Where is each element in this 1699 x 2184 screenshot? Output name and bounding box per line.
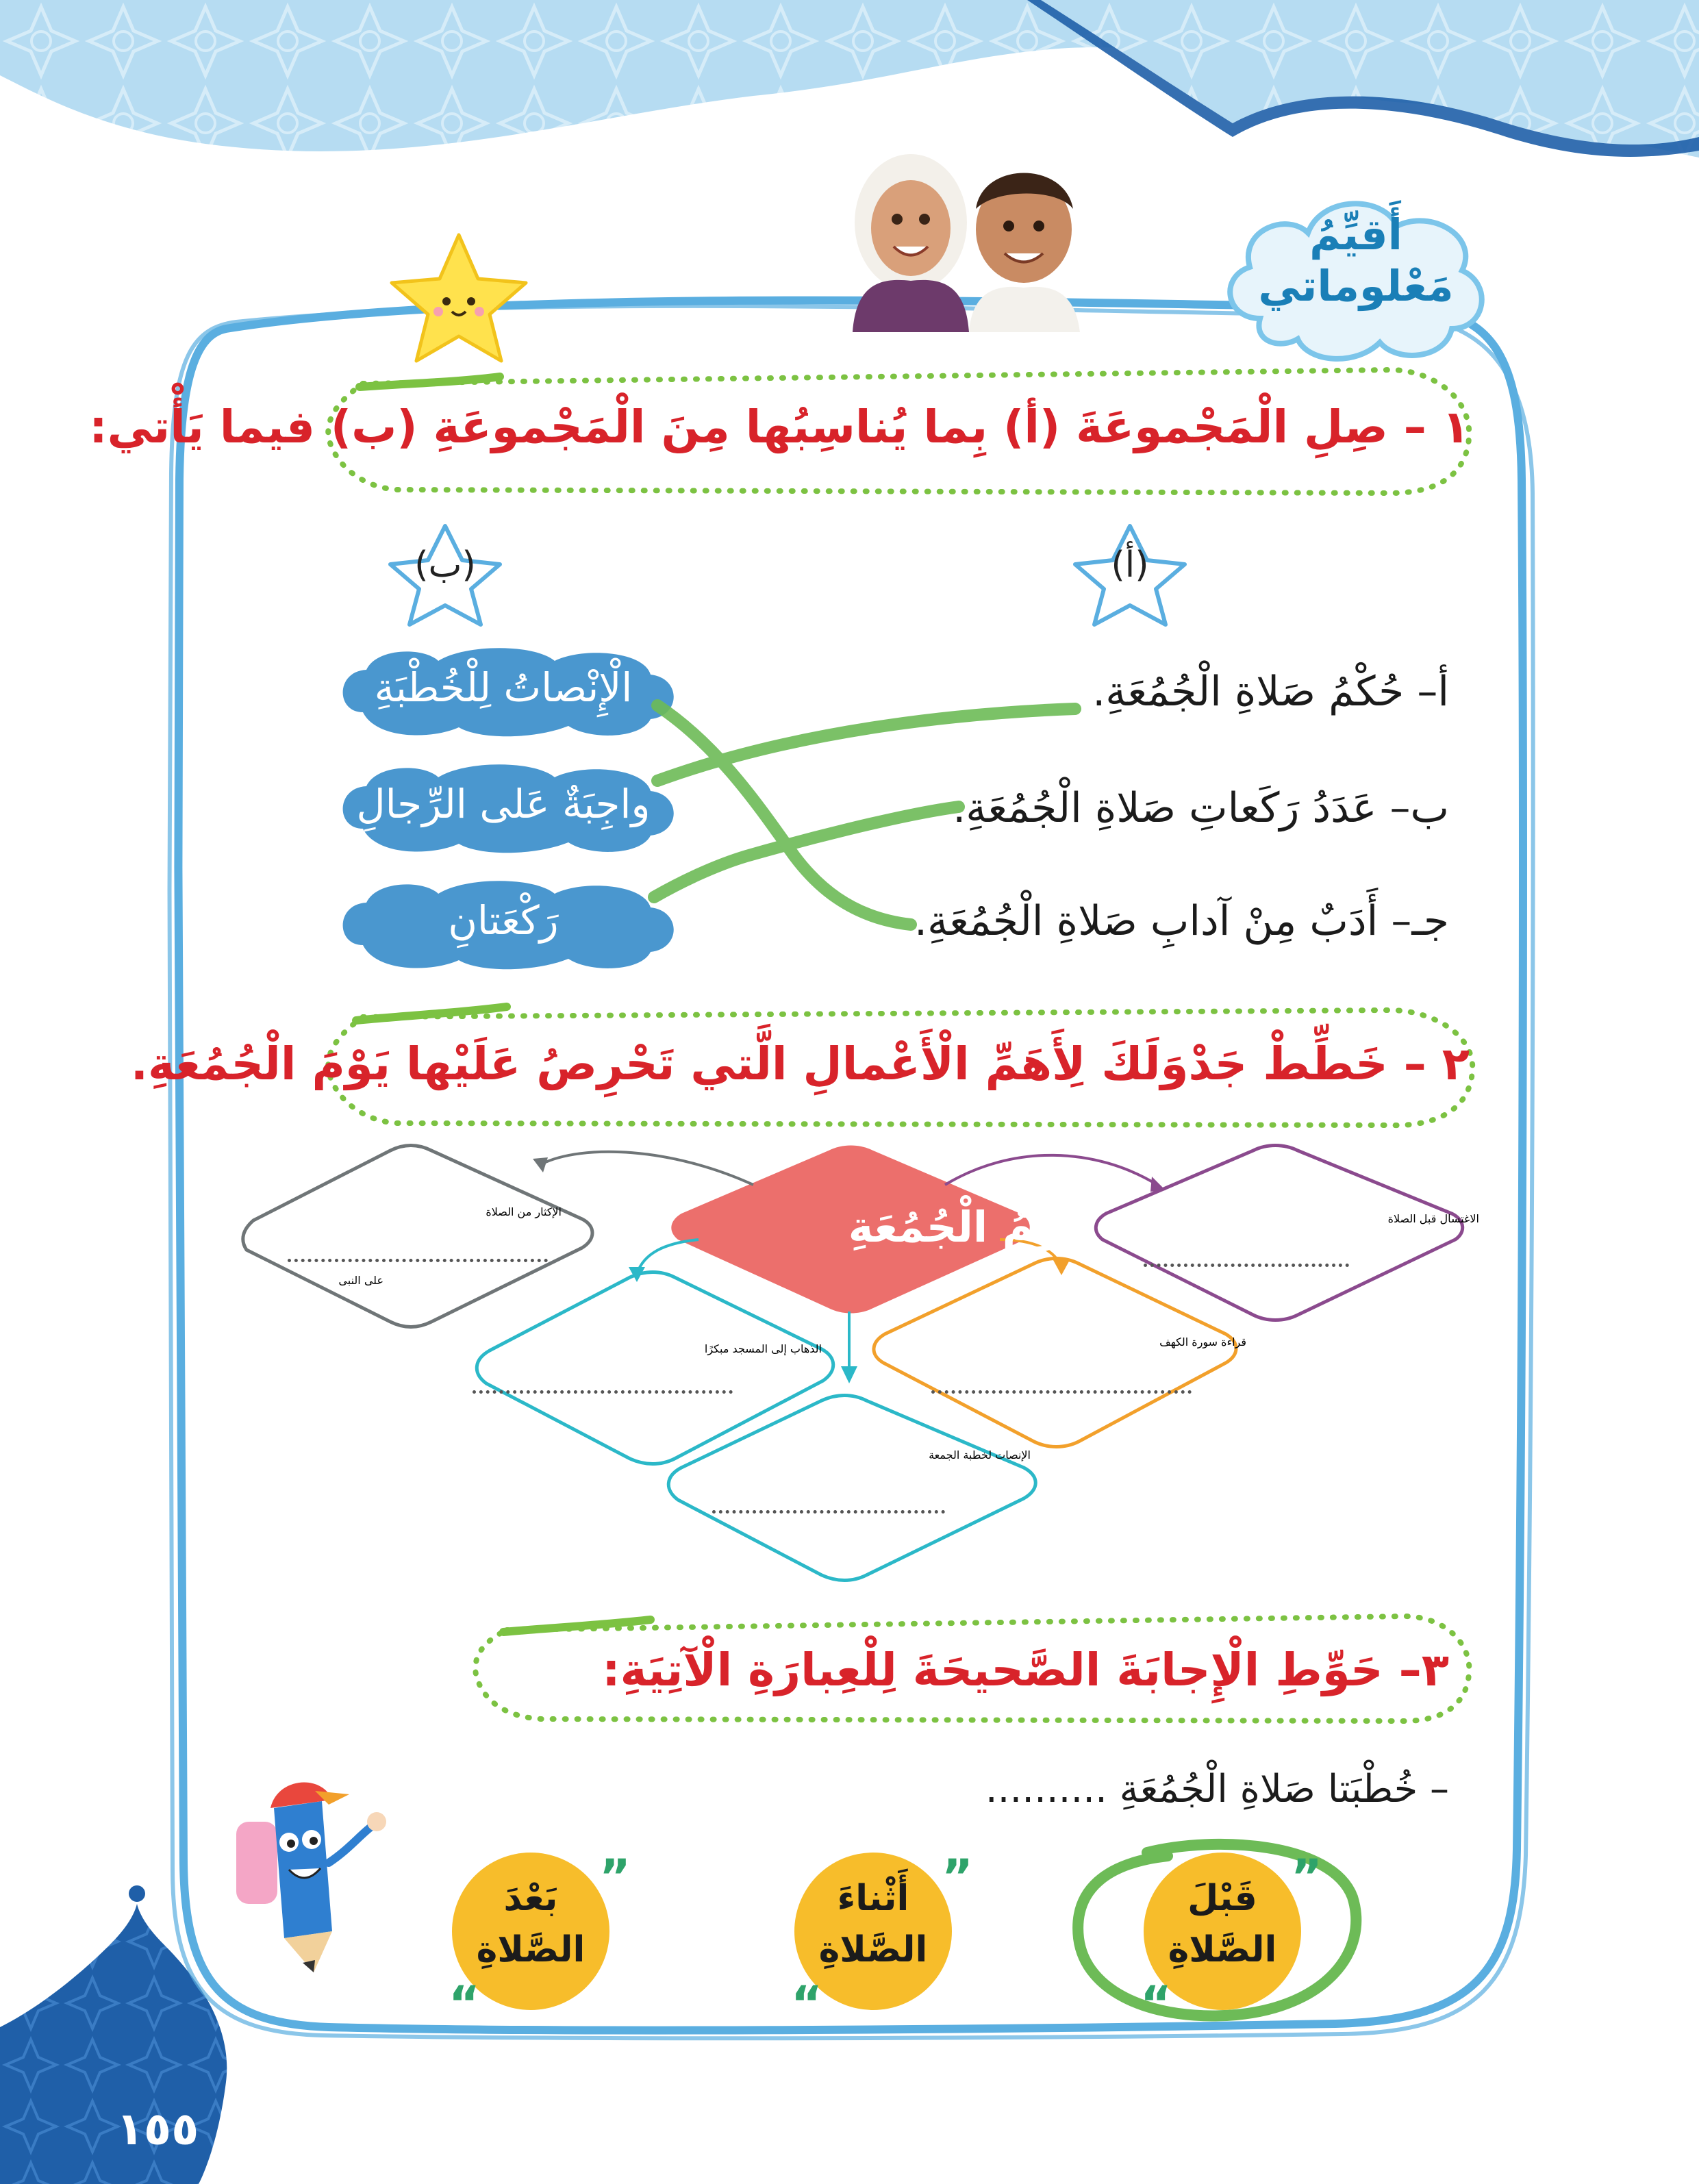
group-b-label: (ب) xyxy=(414,544,476,586)
group-a-label: (أ) xyxy=(1111,544,1149,586)
matching-lines xyxy=(637,678,1089,952)
answer-dotline xyxy=(931,1390,1192,1394)
q3-statement: – خُطْبَتا صَلاةِ الْجُمُعَةِ .......... xyxy=(985,1767,1449,1811)
answer-left-line2: على النبى xyxy=(338,1274,383,1287)
answer-mid-right: قراءة سورة الكهف xyxy=(1159,1335,1246,1348)
answer-right: الاغتسال قبل الصلاة xyxy=(1387,1212,1479,1225)
answer-dotline xyxy=(473,1390,733,1394)
kids-illustration xyxy=(839,147,1099,332)
diagram-center-label: يَوْمُ الْجُمُعَةِ xyxy=(848,1202,1077,1252)
badge-line1: أَقيِّمُ xyxy=(1309,210,1402,260)
quote-mark-icon: ” xyxy=(599,1849,631,1905)
group-b-item-1: الْإِنْصاتُ لِلْخُطْبَةِ xyxy=(374,664,633,711)
option-during-line2: الصَّلاةِ xyxy=(818,1929,928,1970)
answer-dotline xyxy=(1144,1264,1349,1267)
quote-mark-icon: “ xyxy=(791,1976,823,2032)
quote-mark-icon: ” xyxy=(1291,1849,1323,1905)
quote-mark-icon: ” xyxy=(942,1849,974,1905)
q2-title: ٢ – خَطِّطْ جَدْوَلَكَ لِأَهَمِّ الْأَعْمالِ الَّتي تَحْرِصُ عَلَيْها يَوْمَ الْجُمُعَةِ. xyxy=(130,1038,1470,1090)
option-before-line2: الصَّلاةِ xyxy=(1168,1929,1277,1970)
quote-mark-icon: “ xyxy=(449,1976,481,2032)
pencil-mascot-icon xyxy=(212,1760,397,1986)
answer-dotline xyxy=(288,1259,548,1262)
quote-mark-icon: “ xyxy=(1140,1976,1172,2032)
group-a-item-2: ب– عَدَدُ رَكَعاتِ صَلاةِ الْجُمُعَةِ. xyxy=(953,784,1449,832)
group-a-item-3: جـ– أَدَبٌ مِنْ آدابِ صَلاةِ الْجُمُعَةِ. xyxy=(914,897,1449,945)
badge-line2: مَعْلوماتي xyxy=(1258,261,1454,311)
option-after-line2: الصَّلاةِ xyxy=(476,1929,586,1970)
answer-left-line1: الإكثار من الصلاة xyxy=(486,1205,562,1218)
option-during-line1: أَثْناءَ xyxy=(837,1878,909,1919)
option-after-line1: بَعْدَ xyxy=(503,1878,558,1919)
q3-title: ٣– حَوِّطِ الْإِجابَةَ الصَّحيحَةَ لِلْعِبارَةِ الْآتِيَةِ: xyxy=(602,1644,1449,1696)
page-number: ١٥٥ xyxy=(116,2103,199,2155)
group-b-item-2: واجِبَةٌ عَلى الرِّجالِ xyxy=(356,781,651,827)
group-b-item-3: رَكْعَتانِ xyxy=(448,897,559,944)
answer-bottom: الإنصات لخطبة الجمعة xyxy=(929,1448,1031,1461)
group-a-item-1: أ– حُكْمُ صَلاةِ الْجُمُعَةِ. xyxy=(1092,668,1449,716)
q1-title: ١ – صِلِ الْمَجْموعَةَ (أ) بِما يُناسِبُها مِنَ الْمَجْموعَةِ (ب) فيما يَأْتي: xyxy=(89,401,1470,453)
answer-dotline xyxy=(712,1510,945,1514)
star-face-icon xyxy=(383,229,534,366)
answer-mid-left: الذهاب إلى المسجد مبكرًا xyxy=(704,1342,822,1355)
option-before-line1: قَبْلَ xyxy=(1187,1878,1257,1919)
